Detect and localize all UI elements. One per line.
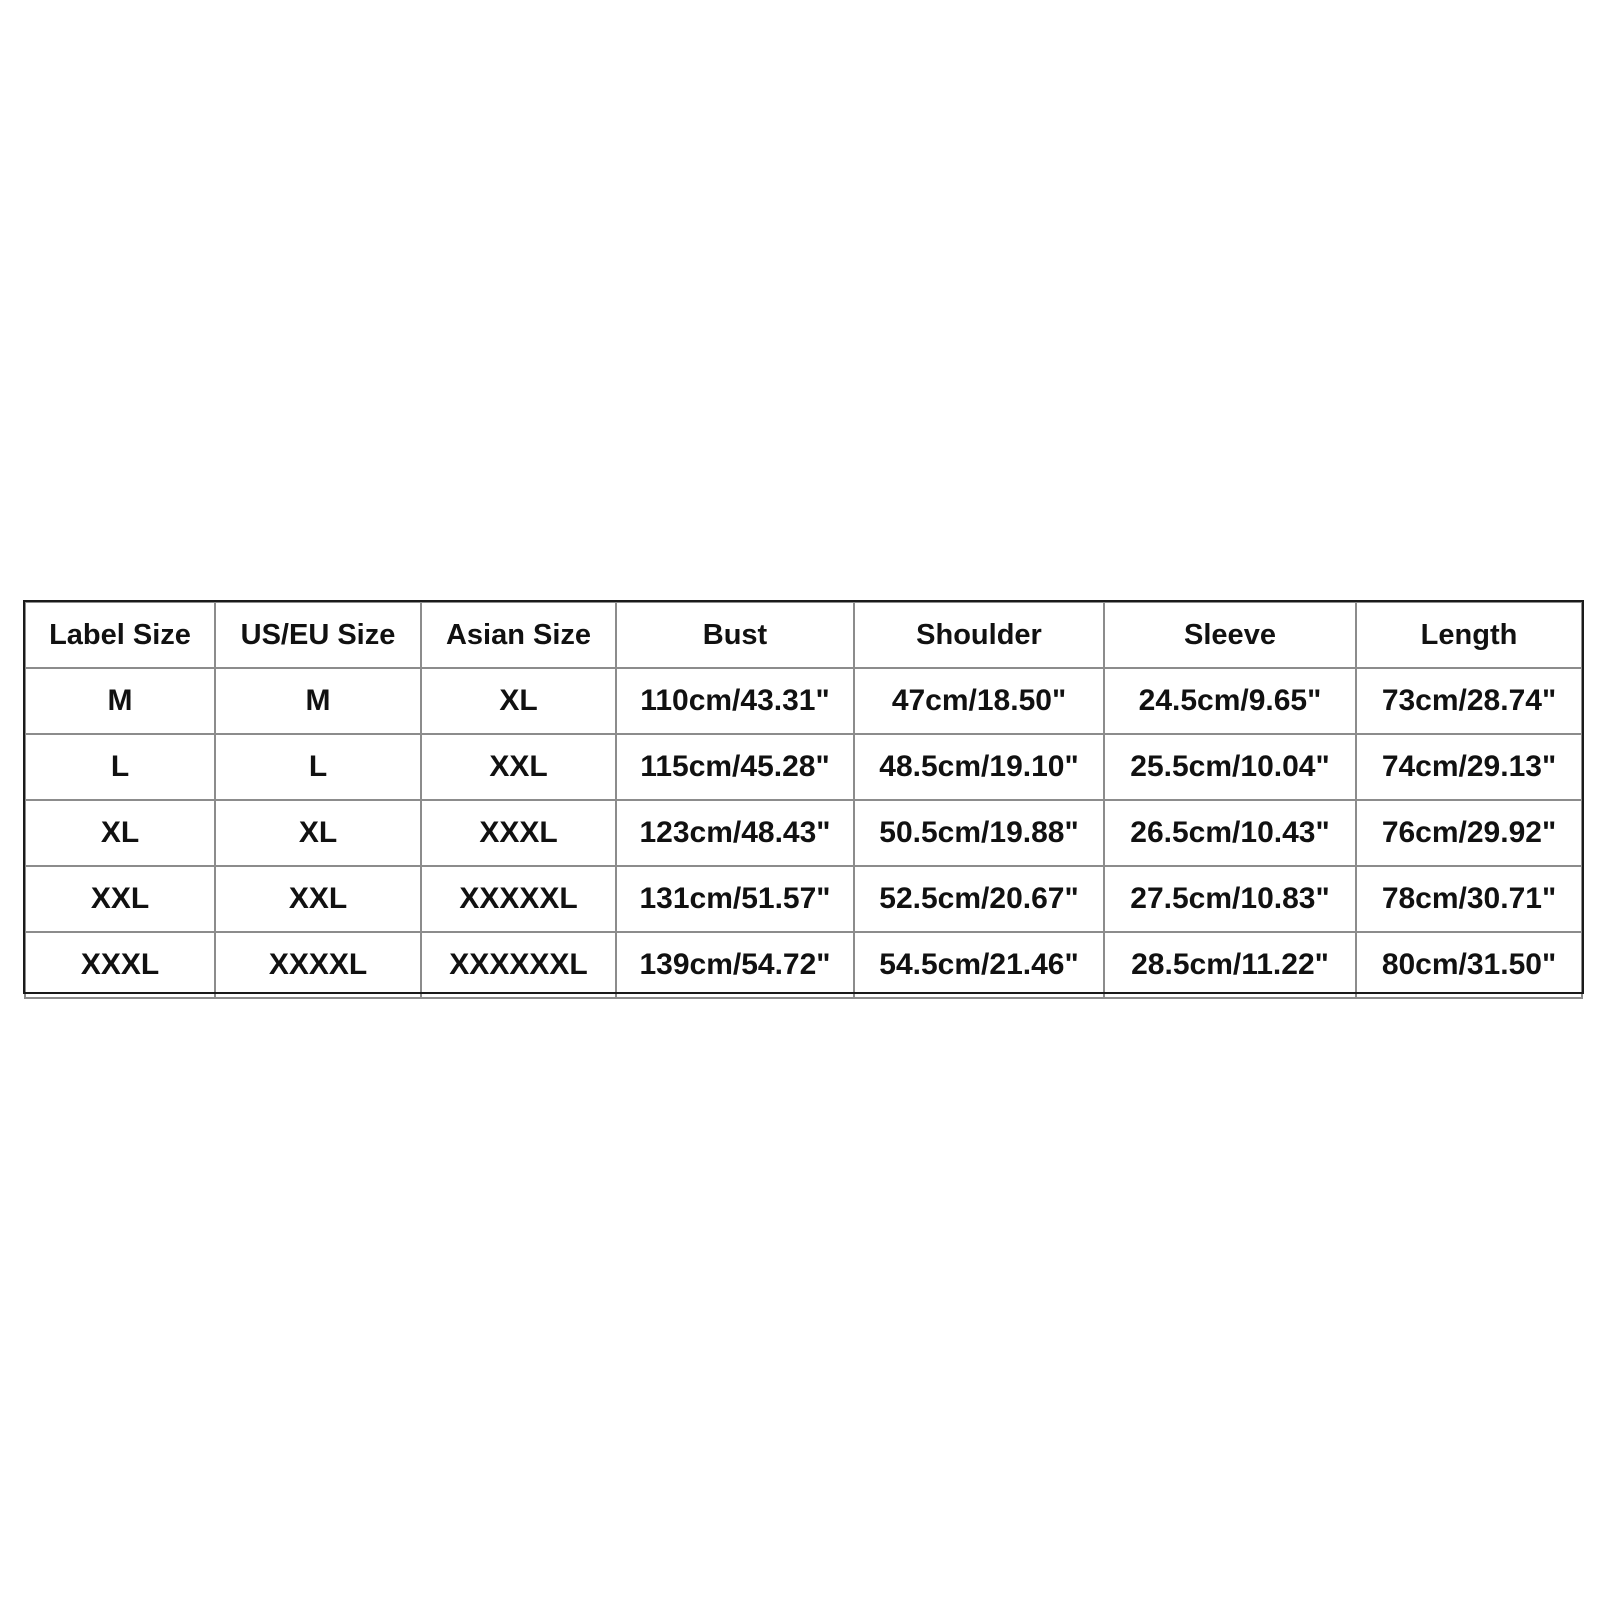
cell-sleeve: 27.5cm/10.83": [1104, 866, 1356, 932]
cell-bust: 115cm/45.28": [616, 734, 854, 800]
cell-bust: 110cm/43.31": [616, 668, 854, 734]
cell-us-eu-size: XXXXL: [215, 932, 421, 998]
cell-label-size: L: [25, 734, 215, 800]
cell-label-size: XXL: [25, 866, 215, 932]
table-row: [25, 734, 1582, 800]
cell-sleeve: 25.5cm/10.04": [1104, 734, 1356, 800]
cell-asian-size: XXXXXL: [421, 866, 616, 932]
header-asian-size: Asian Size: [421, 602, 616, 668]
table-row: [25, 668, 1582, 734]
cell-us-eu-size: L: [215, 734, 421, 800]
header-label-size: Label Size: [25, 602, 215, 668]
cell-us-eu-size: XL: [215, 800, 421, 866]
cell-label-size: XXXL: [25, 932, 215, 998]
header-length: Length: [1356, 602, 1582, 668]
cell-label-size: M: [25, 668, 215, 734]
cell-length: 76cm/29.92": [1356, 800, 1582, 866]
cell-sleeve: 28.5cm/11.22": [1104, 932, 1356, 998]
cell-asian-size: XXXXXXL: [421, 932, 616, 998]
cell-asian-size: XXXL: [421, 800, 616, 866]
cell-asian-size: XXL: [421, 734, 616, 800]
cell-us-eu-size: XXL: [215, 866, 421, 932]
cell-length: 73cm/28.74": [1356, 668, 1582, 734]
cell-shoulder: 54.5cm/21.46": [854, 932, 1104, 998]
cell-shoulder: 47cm/18.50": [854, 668, 1104, 734]
size-chart-table: [24, 601, 1583, 999]
header-row: [25, 602, 1582, 668]
cell-bust: 139cm/54.72": [616, 932, 854, 998]
header-bust: Bust: [616, 602, 854, 668]
cell-length: 78cm/30.71": [1356, 866, 1582, 932]
cell-bust: 131cm/51.57": [616, 866, 854, 932]
table-row: [25, 932, 1582, 998]
cell-shoulder: 48.5cm/19.10": [854, 734, 1104, 800]
cell-sleeve: 26.5cm/10.43": [1104, 800, 1356, 866]
cell-shoulder: 52.5cm/20.67": [854, 866, 1104, 932]
cell-length: 74cm/29.13": [1356, 734, 1582, 800]
cell-shoulder: 50.5cm/19.88": [854, 800, 1104, 866]
cell-sleeve: 24.5cm/9.65": [1104, 668, 1356, 734]
header-us-eu-size: US/EU Size: [215, 602, 421, 668]
cell-bust: 123cm/48.43": [616, 800, 854, 866]
header-shoulder: Shoulder: [854, 602, 1104, 668]
cell-length: 80cm/31.50": [1356, 932, 1582, 998]
table-row: [25, 800, 1582, 866]
header-sleeve: Sleeve: [1104, 602, 1356, 668]
cell-asian-size: XL: [421, 668, 616, 734]
cell-label-size: XL: [25, 800, 215, 866]
table-row: [25, 866, 1582, 932]
cell-us-eu-size: M: [215, 668, 421, 734]
